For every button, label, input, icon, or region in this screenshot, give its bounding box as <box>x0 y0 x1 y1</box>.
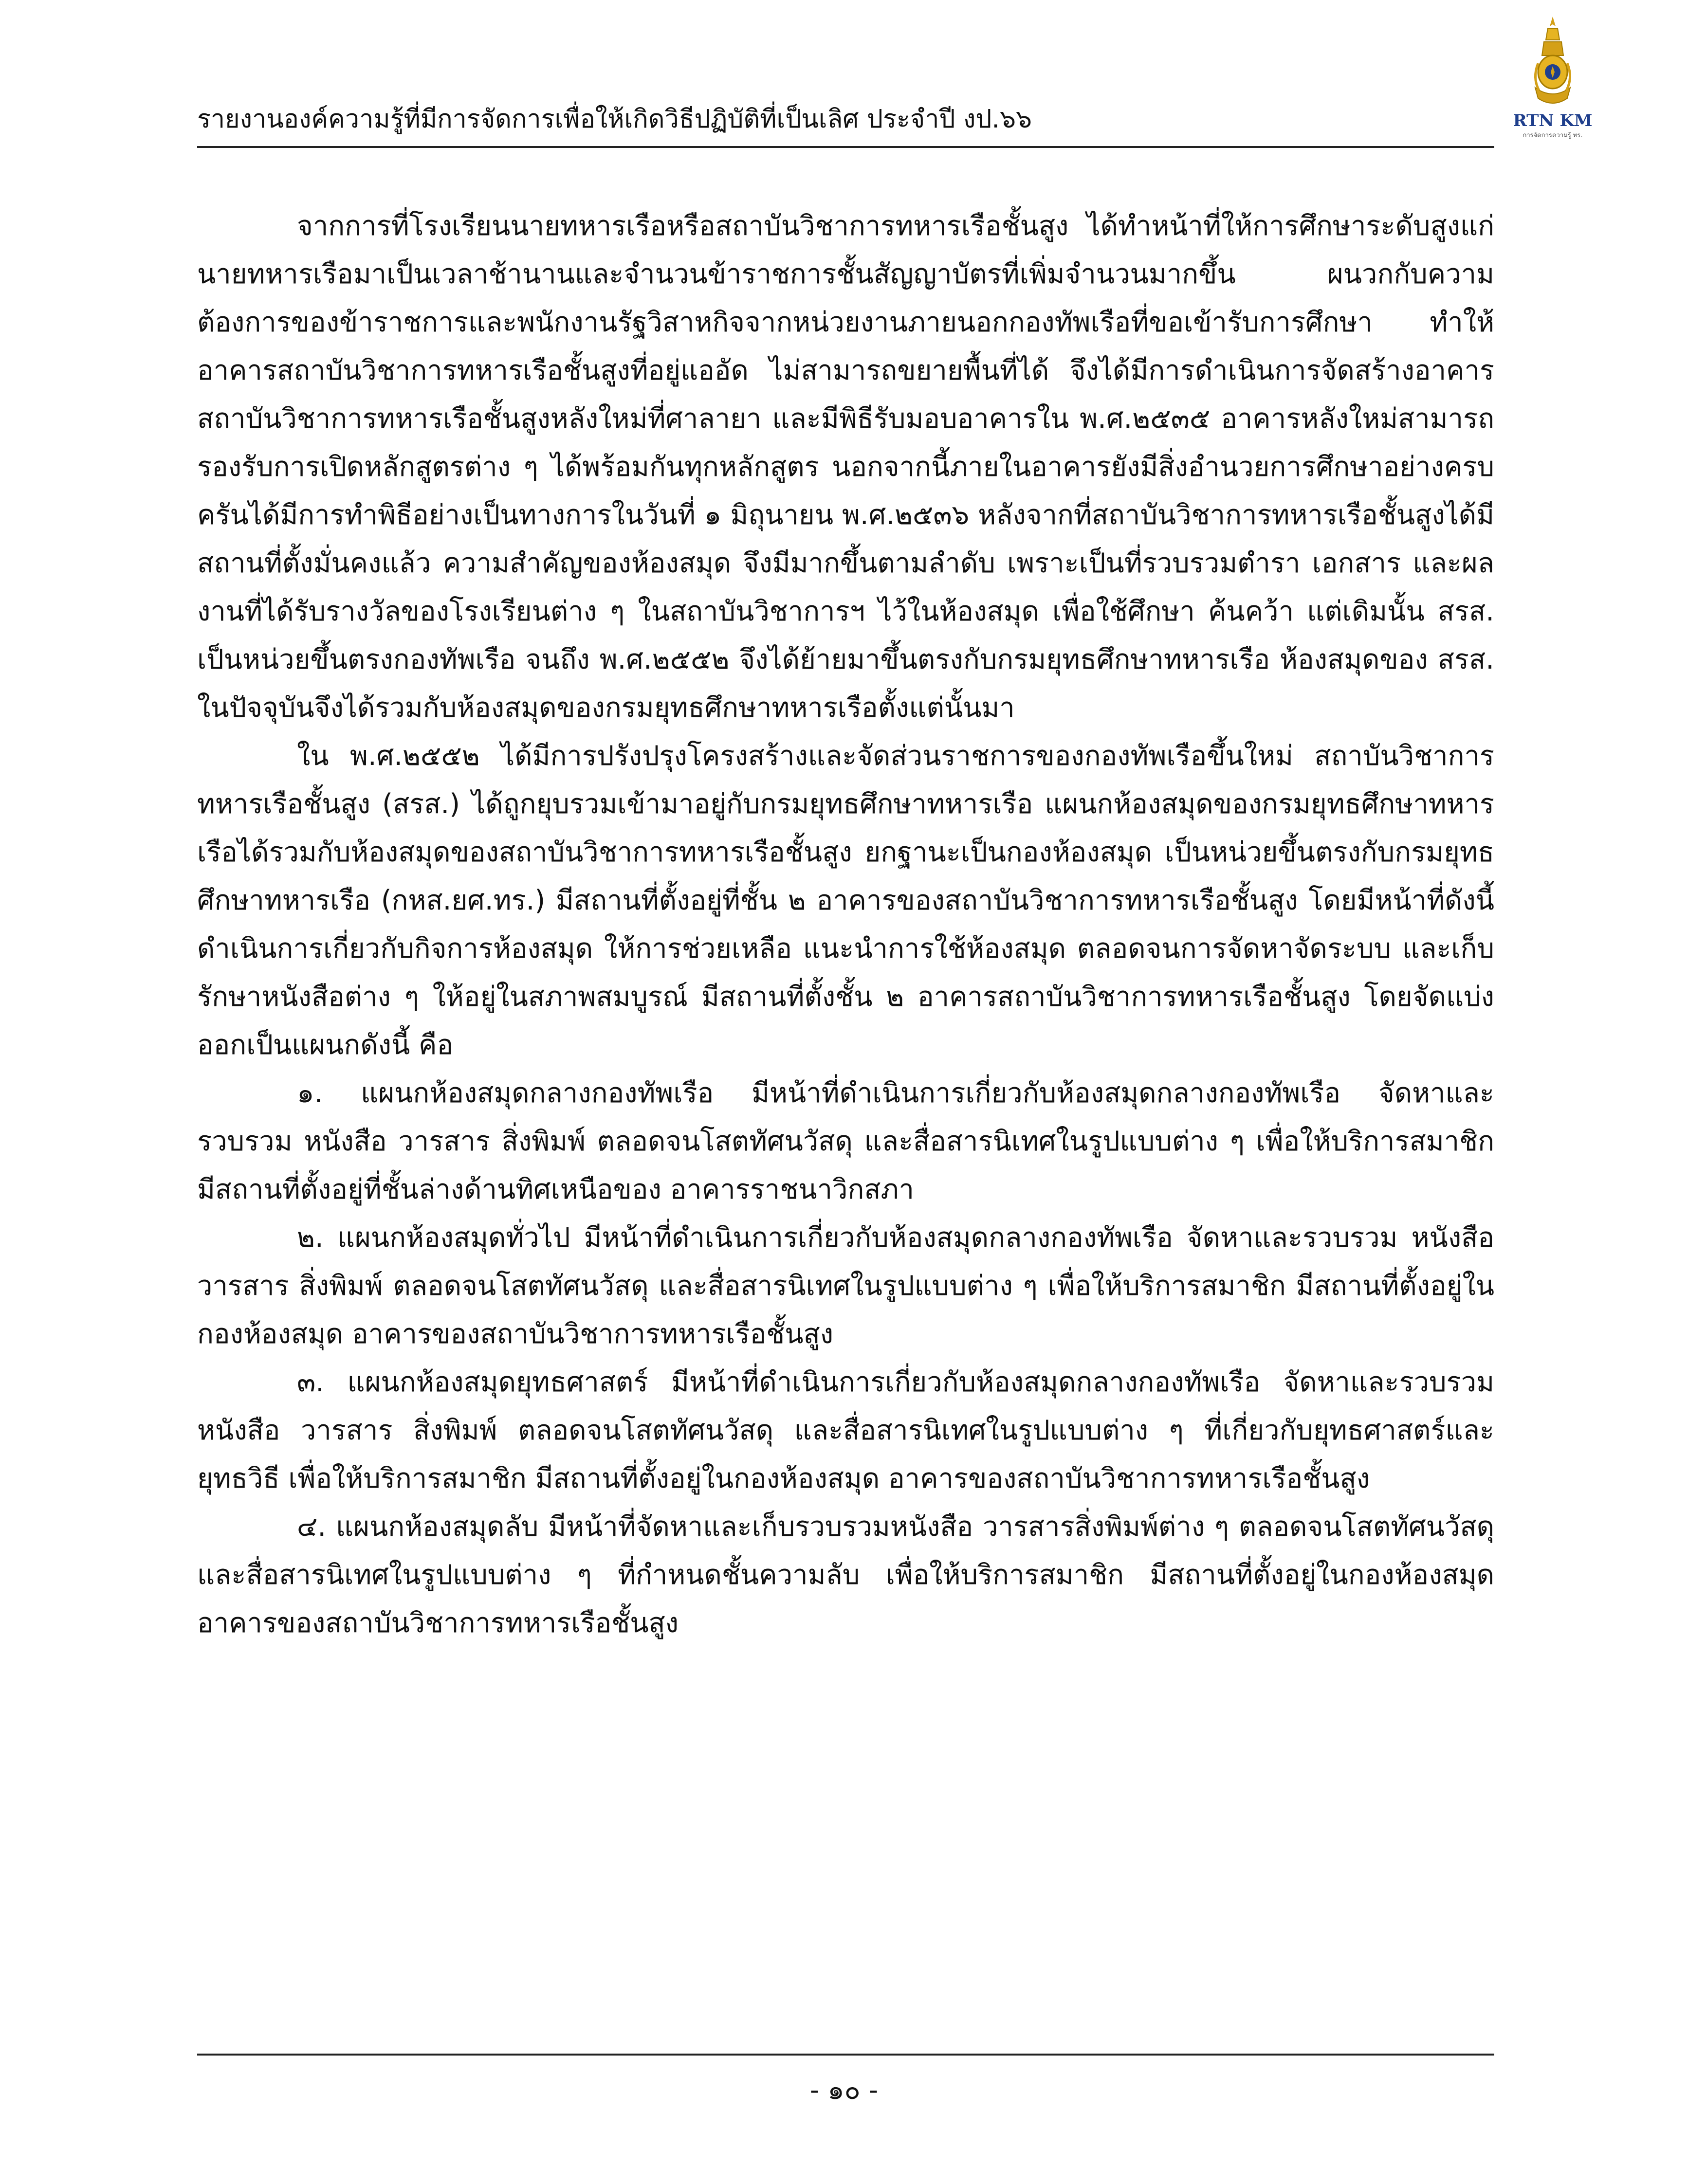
paragraph: จากการที่โรงเรียนนายทหารเรือหรือสถาบันวิชาการทหารเรือชั้นสูง ได้ทำหน้าที่ให้การศึกษาระดับสูงแก่นายทหารเรือมาเป็นเวลาช้านานและจำนวนข้าราชการชั้นสัญญาบัตรที่เพิ่มจำนวนมากขึ้น ผนวกกับความต้องการของข้าราชการและพนักงานรัฐวิสาหกิจจากหน่วยงานภายนอกกองทัพเรือที่ขอเข้ารับการศึกษา ทำให้อาคารสถาบันวิชาการทหารเรือชั้นสูงที่อยู่แออัด ไม่สามารถขยายพื้นที่ได้ จึงได้มีการดำเนินการจัดสร้างอาคารสถาบันวิชาการทหารเรือชั้นสูงหลังใหม่ที่ศาลายา และมีพิธีรับมอบอาคารใน พ.ศ.๒๕๓๕ อาคารหลังใหม่สามารถรองรับการเปิดหลักสูตรต่าง ๆ ได้พร้อมกันทุกหลักสูตร นอกจากนี้ภายในอาคารยังมีสิ่งอำนวยการศึกษาอย่างครบครันได้มีการทำพิธีอย่างเป็นทางการในวันที่ ๑ มิถุนายน พ.ศ.๒๕๓๖ หลังจากที่สถาบันวิชาการทหารเรือชั้นสูงได้มีสถานที่ตั้งมั่นคงแล้ว ความสำคัญของห้องสมุด จึงมีมากขึ้นตามลำดับ เพราะเป็นที่รวบรวมตำรา เอกสาร และผลงานที่ได้รับรางวัลของโรงเรียนต่าง ๆ ในสถาบันวิชาการฯ ไว้ในห้องสมุด เพื่อใช้ศึกษา ค้นคว้า แต่เดิมนั้น สรส. เป็นหน่วยขึ้นตรงกองทัพเรือ จนถึง พ.ศ.๒๕๕๒ จึงได้ย้ายมาขึ้นตรงกับกรมยุทธศึกษาทหารเรือ ห้องสมุดของ สรส. ในปัจจุบันจึงได้รวมกับห้องสมุดของกรมยุทธศึกษาทหารเรือตั้งแต่นั้นมา <box>197 210 1494 724</box>
logo-subtext: การจัดการความรู้ ทร. <box>1523 132 1583 139</box>
paragraph: ๓. แผนกห้องสมุดยุทธศาสตร์ มีหน้าที่ดำเนินการเกี่ยวกับห้องสมุดกลางกองทัพเรือ จัดหาและรวบรวม หนังสือ วารสาร สิ่งพิมพ์ ตลอดจนโสตทัศนวัสดุ และสื่อสารนิเทศในรูปแบบต่าง ๆ ที่เกี่ยวกับยุทธศาสตร์และยุทธวิธี เพื่อให้บริการสมาชิก มีสถานที่ตั้งอยู่ในกองห้องสมุด อาคารของสถาบันวิชาการทหารเรือชั้นสูง <box>197 1366 1494 1494</box>
page-header-title: รายงานองค์ความรู้ที่มีการจัดการเพื่อให้เกิดวิธีปฏิบัติที่เป็นเลิศ ประจำปี งป.๖๖ <box>197 105 1032 134</box>
footer-divider <box>197 2054 1494 2056</box>
paragraph: ใน พ.ศ.๒๕๕๒ ได้มีการปรังปรุงโครงสร้างและจัดส่วนราชการของกองทัพเรือขึ้นใหม่ สถาบันวิชาการทหารเรือชั้นสูง (สรส.) ได้ถูกยุบรวมเข้ามาอยู่กับกรมยุทธศึกษาทหารเรือ แผนกห้องสมุดของกรมยุทธศึกษาทหารเรือได้รวมกับห้องสมุดของสถาบันวิชาการทหารเรือชั้นสูง ยกฐานะเป็นกองห้องสมุด เป็นหน่วยขึ้นตรงกับกรมยุทธศึกษาทหารเรือ (กหส.ยศ.ทร.) มีสถานที่ตั้งอยู่ที่ชั้น ๒ อาคารของสถาบันวิชาการทหารเรือชั้นสูง โดยมีหน้าที่ดังนี้ดำเนินการเกี่ยวกับกิจการห้องสมุด ให้การช่วยเหลือ แนะนำการใช้ห้องสมุด ตลอดจนการจัดหาจัดระบบ และเก็บรักษาหนังสือต่าง ๆ ให้อยู่ในสภาพสมบูรณ์ มีสถานที่ตั้งชั้น ๒ อาคารสถาบันวิชาการทหารเรือชั้นสูง โดยจัดแบ่งออกเป็นแผนกดังนี้ คือ <box>197 740 1494 1061</box>
header-divider <box>197 146 1494 148</box>
page-number: - ๑๐ - <box>809 2075 879 2105</box>
logo-text: RTN KM <box>1513 111 1593 130</box>
paragraph: ๔. แผนกห้องสมุดลับ มีหน้าที่จัดหาและเก็บรวบรวมหนังสือ วารสารสิ่งพิมพ์ต่าง ๆ ตลอดจนโสตทัศนวัสดุ และสื่อสารนิเทศในรูปแบบต่าง ๆ ที่กำหนดชั้นความลับ เพื่อให้บริการสมาชิก มีสถานที่ตั้งอยู่ในกองห้องสมุด อาคารของสถาบันวิชาการทหารเรือชั้นสูง <box>197 1511 1494 1639</box>
rtn-km-logo <box>1504 15 1601 146</box>
paragraph: ๒. แผนกห้องสมุดทั่วไป มีหน้าที่ดำเนินการเกี่ยวกับห้องสมุดกลางกองทัพเรือ จัดหาและรวบรวม หนังสือ วารสาร สิ่งพิมพ์ ตลอดจนโสตทัศนวัสดุ และสื่อสารนิเทศในรูปแบบต่าง ๆ เพื่อให้บริการสมาชิก มีสถานที่ตั้งอยู่ในกองห้องสมุด อาคารของสถาบันวิชาการทหารเรือชั้นสูง <box>197 1222 1494 1350</box>
paragraph: ๑. แผนกห้องสมุดกลางกองทัพเรือ มีหน้าที่ดำเนินการเกี่ยวกับห้องสมุดกลางกองทัพเรือ จัดหาและรวบรวม หนังสือ วารสาร สิ่งพิมพ์ ตลอดจนโสตทัศนวัสดุ และสื่อสารนิเทศในรูปแบบต่าง ๆ เพื่อให้บริการสมาชิก มีสถานที่ตั้งอยู่ที่ชั้นล่างด้านทิศเหนือของ อาคารราชนาวิกสภา <box>197 1077 1494 1205</box>
royal-crest-icon <box>1528 15 1577 112</box>
document-body <box>197 202 1494 1647</box>
